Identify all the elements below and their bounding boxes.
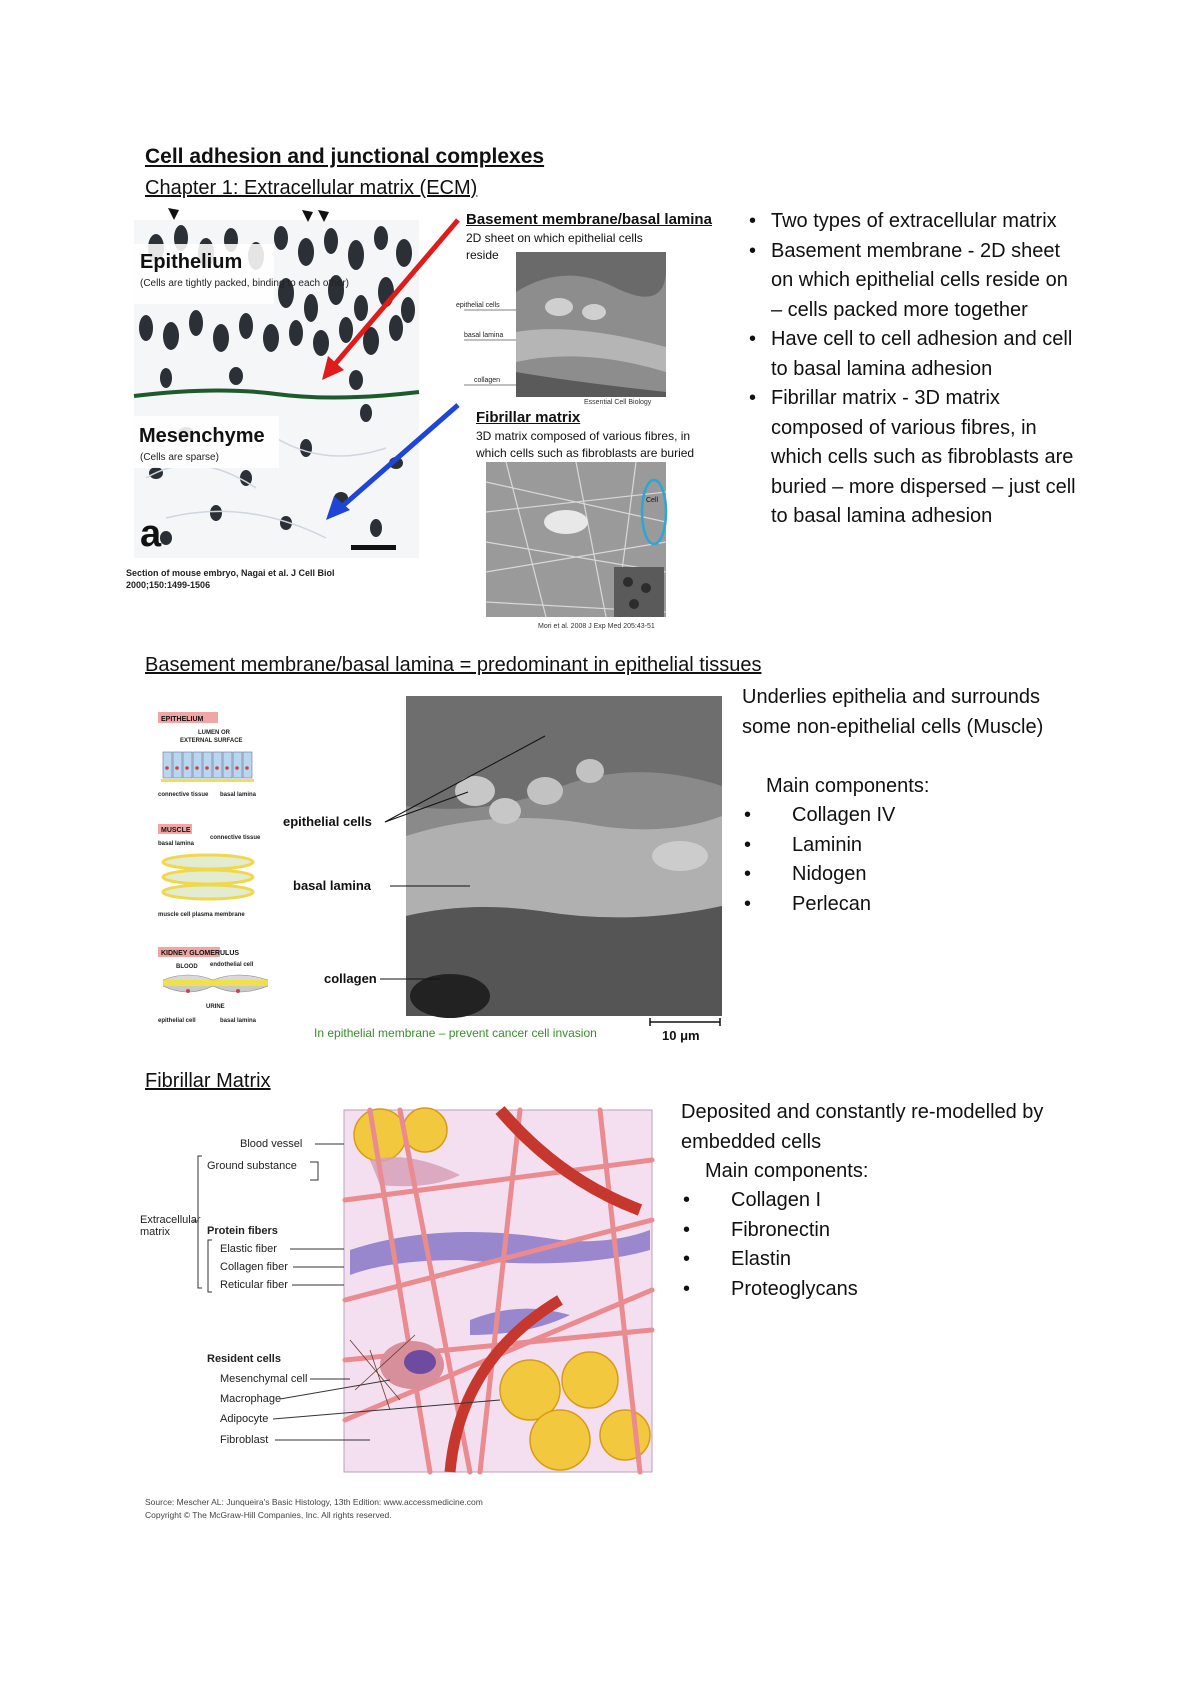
collagen-fiber-label: Collagen fiber [220,1261,288,1273]
epithelium-label: Epithelium [140,251,243,273]
basement-inset-desc-1: 2D sheet on which epithelial cells [466,231,643,245]
basal-lamina-em [283,696,740,1046]
ground-substance-label: Ground substance [207,1160,297,1172]
kidney-tag: KIDNEY GLOMERULUS [161,950,240,957]
epithelium-tag: EPITHELIUM [161,716,204,723]
kidney-basal-label: basal lamina [220,1018,257,1024]
ecm-bullets [747,207,1077,532]
list-item: • Fibronectin [683,1216,858,1246]
muscle-connective-label: connective tissue [210,835,261,841]
fibrillar-inset-title: Fibrillar matrix [476,409,581,426]
muscle-tag: MUSCLE [161,827,191,834]
basement-components-list [744,801,895,919]
em-note: In epithelial membrane – prevent cancer cell invasion [314,1026,597,1040]
basement-intro: Underlies epithelia and surrounds some non-epithelial cells (Muscle) [742,686,1044,738]
muscle-membrane-label: muscle cell plasma membrane [158,912,245,918]
list-item: • Elastin [683,1245,858,1275]
blue-arrow [338,405,458,510]
list-item: • Basement membrane - 2D sheet on which epithelial cells reside on – cells packed more together [747,237,1077,326]
mesenchyme-note: (Cells are sparse) [140,452,219,463]
fibrillar-section-heading: Fibrillar Matrix [145,1070,271,1092]
blood-vessel-label: Blood vessel [240,1138,303,1150]
fibrillar-inset [476,409,736,462]
list-item: • Laminin [744,831,895,861]
list-item: • Collagen I [683,1186,858,1216]
copyright-line: Copyright © The McGraw-Hill Companies, Inc. All rights reserved. [145,1510,392,1520]
adipocyte-label: Adipocyte [220,1413,269,1425]
chapter-heading: Chapter 1: Extracellular matrix (ECM) [145,177,478,199]
elastic-fiber-label: Elastic fiber [220,1243,277,1255]
em-thumb-epithelial: epithelial cells [456,302,500,309]
list-item: • Nidogen [744,860,895,890]
fibrillar-intro: Deposited and constantly re-modelled by embedded cells [681,1101,1044,1153]
lumen-label-1: LUMEN OR [198,730,230,736]
mesenchyme-label: Mesenchyme [139,425,265,447]
em-collagen-label: collagen [324,971,377,986]
reticular-fiber-label: Reticular fiber [220,1279,288,1291]
red-arrow [330,220,458,370]
list-item: • Perlecan [744,890,895,920]
fibrillar-inset-desc-2: which cells such as fibroblasts are buried [476,446,695,460]
figure1-caption-line1: Section of mouse embryo, Nagai et al. J Cell Biol [126,568,335,578]
page-title: Cell adhesion and junctional complexes [145,145,545,168]
em-scale-label: 10 μm [662,1028,700,1043]
fib-credit: Mori et al. 2008 J Exp Med 205:43-51 [538,623,655,630]
basal-lamina-small-label: basal lamina [220,792,257,798]
panel-letter: a [140,513,162,555]
resident-cells-label: Resident cells [207,1353,281,1365]
extracellular-matrix-label-2: matrix [140,1226,170,1238]
list-item: • Fibrillar matrix - 3D matrix composed of various fibres, in which cells such as fibroblasts are buried – more dispersed – just cell to basal lamina adhesion [747,384,1077,532]
em-thumb-collagen: collagen [474,377,501,384]
figure1-arrows [300,210,470,530]
list-item: • Have cell to cell adhesion and cell to basal lamina adhesion [747,325,1077,384]
scale-bar [351,545,396,550]
fibroblast-label: Fibroblast [220,1434,269,1446]
epithelium-note: (Cells are tightly packed, binding to each other) [140,278,350,289]
basement-em-thumb [454,252,674,407]
figure1-caption-line2: 2000;150:1499-1506 [126,580,211,590]
protein-fibers-label: Protein fibers [207,1225,278,1237]
blood-label: BLOOD [176,964,198,970]
extracellular-matrix-label-1: Extracellular [140,1214,201,1226]
macrophage-label: Macrophage [220,1393,282,1405]
list-item: • Collagen IV [744,801,895,831]
epithelial-cell-label: epithelial cell [158,1018,196,1024]
connective-tissue-label: connective tissue [158,792,209,798]
em-thumb-credit: Essential Cell Biology [584,399,652,406]
em-basal-label: basal lamina [293,878,372,893]
muscle-basal-label: basal lamina [158,841,195,847]
em-thumb-basal: basal lamina [464,332,504,339]
basal-lamina-schematics [158,712,293,1032]
basement-main-components-label: Main components: [766,775,930,797]
basement-inset-title: Basement membrane/basal lamina [466,211,712,228]
source-line: Source: Mescher AL: Junqueira's Basic Histology, 13th Edition: www.accessmedicine.com [145,1497,483,1507]
lumen-label-2: EXTERNAL SURFACE [180,738,243,744]
basement-inset-desc-2: reside [466,248,499,262]
endothelial-label: endothelial cell [210,962,254,968]
fibrillar-em-thumb [486,462,666,630]
em-epithelial-label: epithelial cells [283,814,372,829]
urine-label: URINE [206,1004,225,1010]
list-item: • Proteoglycans [683,1275,858,1305]
fibrillar-main-components-label: Main components: [705,1160,869,1182]
basement-section-heading: Basement membrane/basal lamina = predominant in epithelial tissues [145,654,762,676]
list-item: • Two types of extracellular matrix [747,207,1077,237]
fibrillar-matrix-illustration [140,1100,660,1540]
mesenchymal-cell-label: Mesenchymal cell [220,1373,308,1385]
fibrillar-inset-desc-1: 3D matrix composed of various fibres, in [476,429,691,443]
fib-cell-label: Cell [646,497,659,504]
fibrillar-components-list [683,1186,858,1304]
